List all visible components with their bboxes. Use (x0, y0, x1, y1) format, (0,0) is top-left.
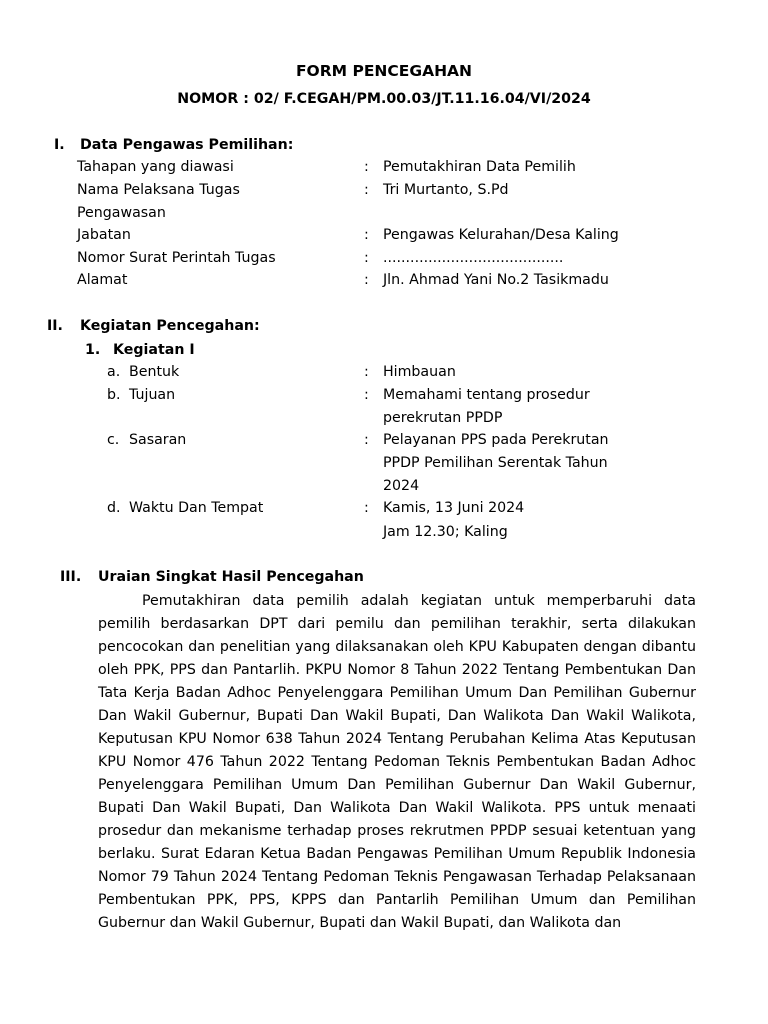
item-value-tujuan: Memahami tentang prosedur (383, 387, 590, 403)
section3-numeral: III. (60, 569, 82, 585)
item-value-sasaran-cont: PPDP Pemilihan Serentak Tahun (383, 455, 608, 471)
form-number: NOMOR : 02/ F.CEGAH/PM.00.03/JT.11.16.04/VI/2024 (177, 91, 591, 107)
field-label-nama-cont: Pengawasan (77, 205, 166, 221)
item-value-tujuan-cont: perekrutan PPDP (383, 410, 503, 426)
item-letter: c. (107, 432, 120, 448)
item-value-sasaran-cont: 2024 (383, 478, 420, 494)
section2-numeral: II. (47, 318, 63, 334)
section1-heading: Data Pengawas Pemilihan: (80, 137, 294, 153)
form-title: FORM PENCEGAHAN (295, 62, 473, 80)
field-colon: : (364, 182, 369, 198)
item-value-waktu-cont: Jam 12.30; Kaling (383, 524, 508, 540)
field-value-nama: Tri Murtanto, S.Pd (383, 182, 509, 198)
item-value-waktu: Kamis, 13 Juni 2024 (383, 500, 525, 516)
section1-numeral: I. (54, 137, 65, 153)
field-value-tahapan: Pemutakhiran Data Pemilih (383, 159, 576, 175)
field-colon: : (364, 364, 369, 380)
field-colon: : (364, 500, 369, 516)
item-value-bentuk: Himbauan (383, 364, 456, 380)
item-letter: b. (107, 387, 121, 403)
field-label-tahapan: Tahapan yang diawasi (77, 159, 234, 175)
item-label-bentuk: Bentuk (129, 364, 180, 380)
field-value-jabatan: Pengawas Kelurahan/Desa Kaling (383, 227, 619, 243)
field-value-alamat: Jln. Ahmad Yani No.2 Tasikmadu (383, 272, 609, 288)
field-label-nama: Nama Pelaksana Tugas (77, 182, 240, 198)
kegiatan-number: 1. (85, 342, 101, 358)
item-letter: d. (107, 500, 121, 516)
item-letter: a. (107, 364, 121, 380)
field-colon: : (364, 250, 369, 266)
field-colon: : (364, 387, 369, 403)
item-label-waktu: Waktu Dan Tempat (129, 500, 264, 516)
section3-paragraph: Pemutakhiran data pemilih adalah kegiatan untuk memperbaruhi data pemilih berdasarkan DPT dari pemilu dan pemilihan terakhir, serta dilakukan pencocokan dan penelitian yang dilaksanakan oleh KPU Kabupaten dengan dibantu oleh PPK, PPS dan Pantarlih. PKPU Nomor 8 Tahun 2022 Tentang Pembentukan Dan Tata Kerja Badan Adhoc Penyelenggara Pemilihan Umum Dan Pemilihan Gubernur Dan Wakil Gubernur, Bupati Dan Wakil Bupati, Dan Walikota Dan Wakil Walikota, Keputusan KPU Nomor 638 Tahun 2024 Tentang Perubahan Kelima Atas Keputusan KPU Nomor 476 Tahun 2022 Tentang Pedoman Teknis Pembentukan Badan Adhoc Penyelenggara Pemilihan Umum Dan Pemilihan Gubernur Dan Wakil Gubernur, Bupati Dan Wakil Bupati, Dan Walikota Dan Wakil Walikota. PPS untuk menaati prosedur dan mekanisme terhadap proses rekrutmen PPDP sesuai ketentuan yang berlaku. Surat Edaran Ketua Badan Pengawas Pemilihan Umum Republik Indonesia Nomor 79 Tahun 2024 Tentang Pedoman Teknis Pengawasan Terhadap Pelaksanaan Pembentukan PPK, PPS, KPPS dan Pantarlih Pemilihan Umum dan Pemilihan Gubernur dan Wakil Gubernur, Bupati dan Wakil Bupati, dan Walikota dan (98, 593, 696, 931)
item-value-sasaran: Pelayanan PPS pada Perekrutan (383, 432, 609, 448)
kegiatan-heading: Kegiatan I (113, 342, 195, 358)
field-label-alamat: Alamat (77, 272, 128, 288)
field-colon: : (364, 272, 369, 288)
field-value-nomor-surat: ........................................ (383, 250, 564, 266)
section3-heading: Uraian Singkat Hasil Pencegahan (98, 569, 364, 585)
section2-heading: Kegiatan Pencegahan: (80, 318, 260, 334)
field-colon: : (364, 227, 369, 243)
item-label-tujuan: Tujuan (129, 387, 176, 403)
field-colon: : (364, 432, 369, 448)
field-label-nomor-surat: Nomor Surat Perintah Tugas (77, 250, 276, 266)
field-label-jabatan: Jabatan (77, 227, 131, 243)
field-colon: : (364, 159, 369, 175)
item-label-sasaran: Sasaran (129, 432, 187, 448)
